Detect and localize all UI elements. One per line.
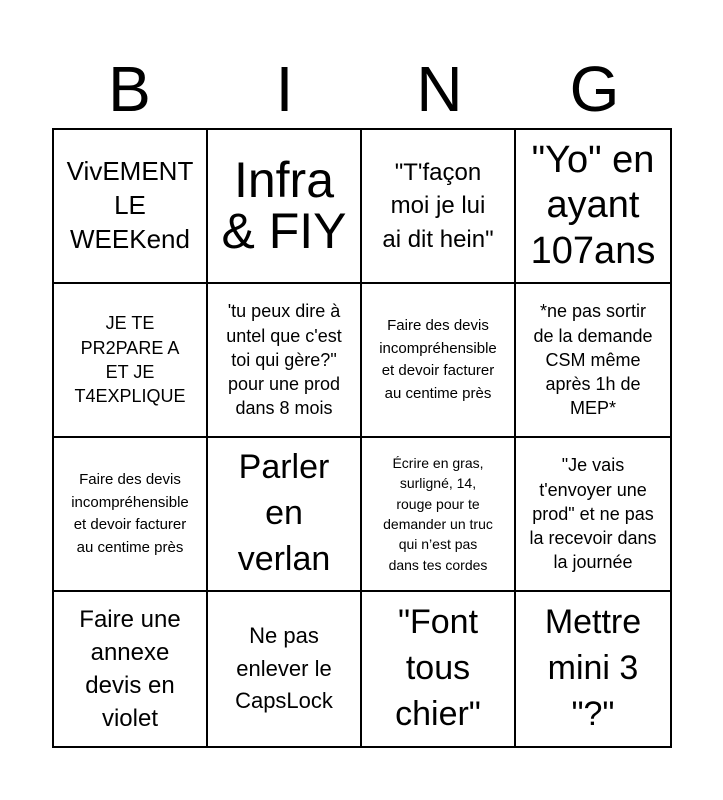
- bingo-cell[interactable]: [362, 438, 516, 592]
- bingo-cell[interactable]: [516, 130, 670, 284]
- cell-text: JE TE PR2PARE A ET JE T4EXPLIQUE: [74, 313, 186, 407]
- cell-text: Faire une annexe devis en violet: [79, 605, 181, 733]
- bingo-cell[interactable]: [54, 130, 208, 284]
- bingo-header: [52, 50, 672, 128]
- cell-text: Infra & FIY: [221, 152, 347, 259]
- bingo-cell[interactable]: [516, 284, 670, 438]
- cell-text: Écrire en gras, surligné, 14, rouge pour te demander un truc qui n’est pas dans tes cordes: [383, 455, 493, 573]
- header-letter-b: B: [108, 53, 151, 125]
- bingo-cell[interactable]: [362, 130, 516, 284]
- cell-text: "Font tous chier": [395, 603, 481, 733]
- bingo-cell[interactable]: [208, 130, 362, 284]
- cell-text: Faire des devis incompréhensible et devoir facturer au centime près: [379, 317, 497, 402]
- cell-text: Ne pas enlever le CapsLock: [235, 623, 333, 714]
- bingo-cell[interactable]: [208, 284, 362, 438]
- cell-text: Faire des devis incompréhensible et devoir facturer au centime près: [71, 471, 189, 556]
- bingo-cell[interactable]: [516, 592, 670, 746]
- cell-text: VivEMENT LE WEEKend: [66, 156, 194, 254]
- cell-text: Parler en verlan: [237, 448, 331, 578]
- cell-text: *ne pas sortir de la demande CSM même après 1h de MEP*: [533, 301, 653, 419]
- cell-text: "T'façon moi je lui ai dit hein": [382, 159, 494, 253]
- bingo-cell[interactable]: [54, 438, 208, 592]
- cell-text: "Je vais t'envoyer une prod" et ne pas la recevoir dans la journée: [529, 455, 657, 573]
- bingo-cell[interactable]: [54, 284, 208, 438]
- bingo-cell[interactable]: [54, 592, 208, 746]
- bingo-cell[interactable]: [208, 438, 362, 592]
- cell-text: 'tu peux dire à untel que c'est toi qui gère?" pour une prod dans 8 mois: [226, 301, 342, 419]
- header-letter-n: N: [416, 53, 463, 125]
- header-letter-i: I: [275, 53, 294, 125]
- bingo-board: [52, 128, 672, 748]
- bingo-cell[interactable]: [362, 592, 516, 746]
- header-letter-g: G: [569, 53, 620, 125]
- cell-text: Mettre mini 3 "?": [544, 603, 642, 733]
- bingo-cell[interactable]: [362, 284, 516, 438]
- cell-text: "Yo" en ayant 107ans: [530, 138, 656, 272]
- bingo-cell[interactable]: [516, 438, 670, 592]
- bingo-cell[interactable]: [208, 592, 362, 746]
